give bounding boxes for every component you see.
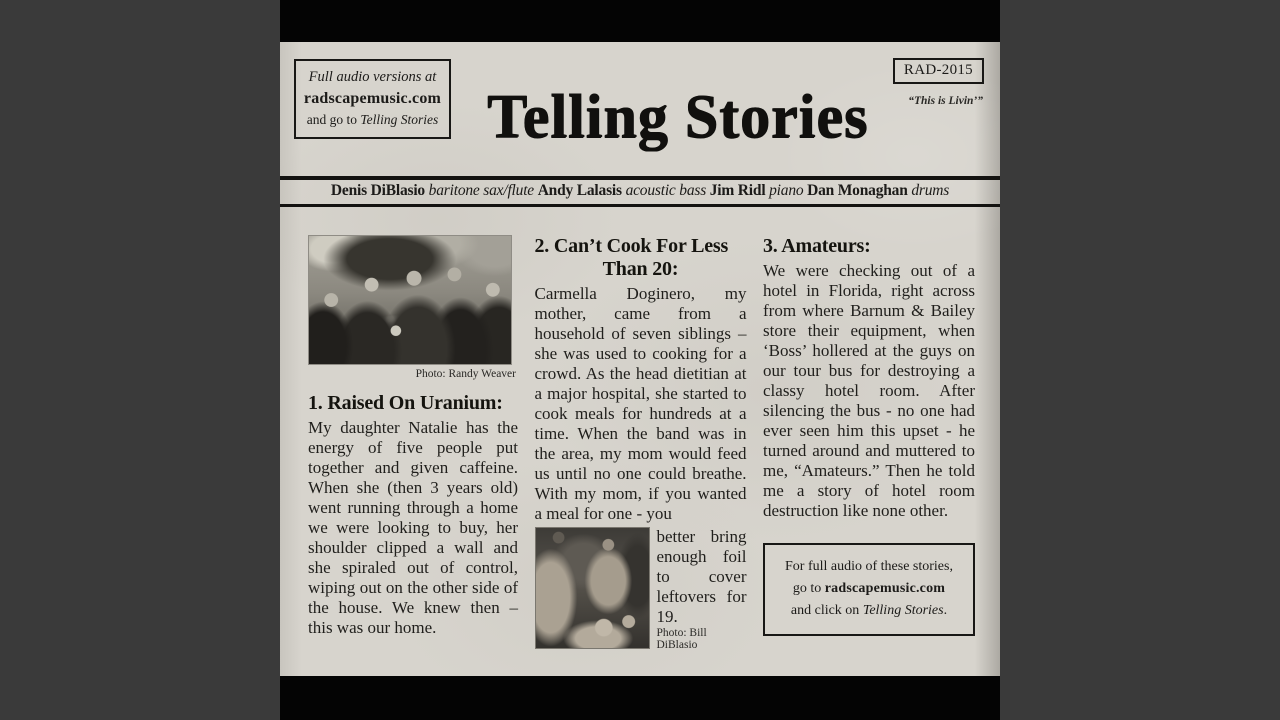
album-cover [280, 0, 1000, 720]
byline-bar [280, 176, 1000, 207]
promo-line-3-prefix: and go to [306, 112, 357, 127]
cooking-photo [535, 527, 650, 649]
footer-line-2 [769, 578, 969, 600]
footer-line-2-prefix: go to [792, 581, 822, 596]
headline-line-1: 2. Can’t Cook For Less [534, 235, 729, 257]
photo-caption: Photo: Randy Weaver [415, 368, 516, 380]
story-columns [280, 235, 1000, 654]
story-column-2 [535, 235, 747, 654]
credit-name: Dan Monaghan [807, 182, 908, 199]
newspaper-page [280, 42, 1000, 676]
footer-line-2-url: radscapemusic.com [824, 581, 946, 596]
credit-role: acoustic bass [625, 182, 707, 199]
promo-line-3 [299, 109, 446, 130]
catalog-number: RAD-2015 [903, 62, 973, 78]
footer-promo-box [763, 543, 975, 636]
footer-line-3-title: Telling Stories [862, 603, 944, 618]
story-headline: 1. Raised On Uranium: [308, 392, 503, 414]
story-body: My daughter Natalie has the energy of five people put together and given caffeine. When she (then 3 years old) went running through a home we were looking to buy, her shoulder clipped a wall and she spiraled out of control, wiping out on the other side of the house. We knew then – this was our home. [308, 418, 518, 637]
credit-role: piano [769, 182, 804, 199]
credit-name: Denis DiBlasio [330, 182, 425, 199]
story-column-3 [763, 235, 975, 654]
story-headline: 3. Amateurs: [763, 235, 871, 257]
promo-line-3-title: Telling Stories [360, 112, 439, 127]
promo-line-1: Full audio versions at [308, 69, 437, 85]
promo-box [294, 59, 451, 139]
story-headline [535, 235, 747, 281]
footer-line-1: For full audio of these stories, [785, 559, 953, 574]
wrap-column [657, 527, 747, 654]
photo-caption: Photo: Bill DiBlasio [656, 627, 707, 651]
footer-line-3-suffix: . [943, 603, 948, 618]
tagline: “This is Livin’” [908, 95, 983, 107]
band-photo [308, 235, 512, 365]
story-column-1 [308, 235, 518, 654]
promo-line-2: radscapemusic.com [303, 90, 442, 107]
credit-role: baritone sax/flute [428, 182, 534, 199]
credit-role: drums [911, 182, 950, 199]
catalog-box [893, 58, 984, 84]
photo-row [535, 527, 747, 654]
footer-line-3-prefix: and click on [790, 603, 860, 618]
footer-line-3 [769, 600, 969, 622]
story-body: We were checking out of a hotel in Florida, right across from where Barnum & Bailey store their equipment, when ‘Boss’ hollered at the guys on our tour bus for destroying a classy hotel room. After silencing the bus - no one had ever seen him this upset - he turned around and muttered to me, “Amateurs.” Then he told me a story of hotel room destruction like none other. [763, 261, 975, 520]
credit-name: Andy Lalasis [537, 182, 622, 199]
album-title: Telling Stories [486, 81, 869, 151]
wrap-text: better bring enough foil to cover leftovers for 19. [656, 527, 747, 626]
credit-name: Jim Ridl [709, 182, 766, 199]
headline-line-2: Than 20: [602, 258, 679, 280]
masthead-header [280, 42, 1000, 176]
story-body: Carmella Doginero, my mother, came from a household of seven siblings – she was used to cooking for a crowd. As the head dietitian at a major hospital, she started to cook meals for hundreds at a time. When the band was in the area, my mom would feed us until no one could breathe. With my mom, if you wanted a meal for one - you [534, 284, 747, 523]
